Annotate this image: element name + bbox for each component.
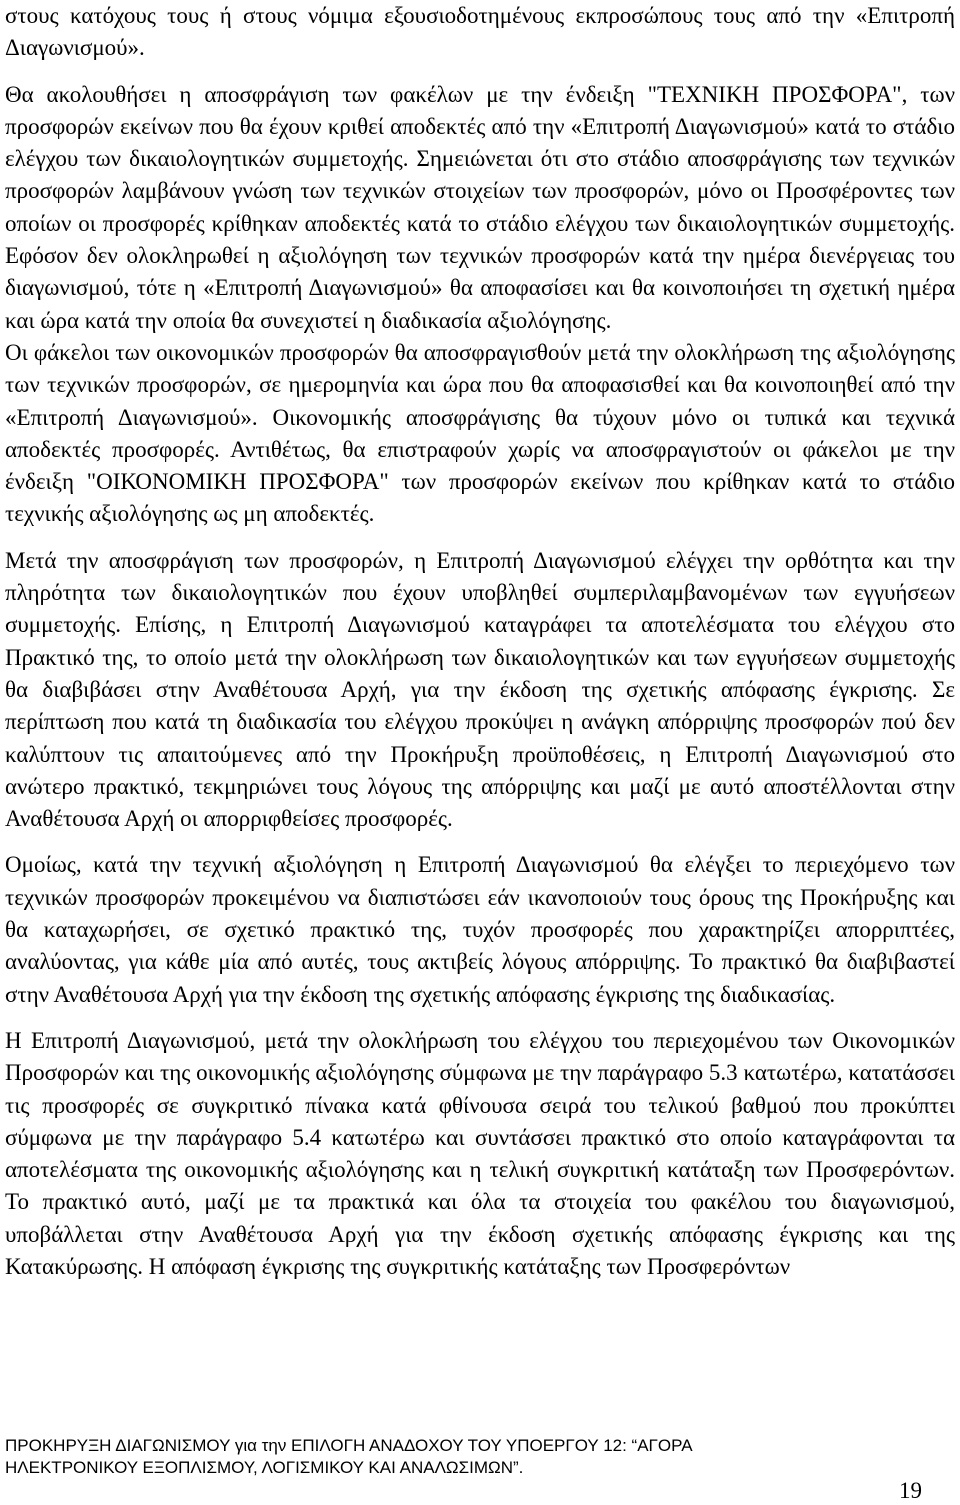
paragraph-2: Θα ακολουθήσει η αποσφράγιση των φακέλων με την ένδειξη "ΤΕΧΝΙΚΗ ΠΡΟΣΦΟΡΑ", των προσφορών εκείνων που θα έχουν κριθεί αποδεκτές από την «Επιτροπή Διαγωνισμού» κατά το στάδιο ελέγχου των δικαιολογητικών συμμετοχής. Σημειώνεται ότι στο στάδιο αποσφράγισης των τεχνικών προσφορών λαμβάνουν γνώση των τεχνικών στοιχείων των προσφορών, μόνο οι Προσφέροντες των οποίων οι προσφορές κρίθηκαν αποδεκτές κατά το στάδιο ελέγχου των δικαιολογητικών συμμετοχής. Εφόσον δεν ολοκληρωθεί η αξιολόγηση των τεχνικών προσφορών κατά την ημέρα διενέργειας του διαγωνισμού, τότε η «Επιτροπή Διαγωνισμού» θα αποφασίσει και θα κοινοποιήσει τη σχετική ημέρα και ώρα κατά την οποία θα συνεχιστεί η διαδικασία αξιολόγησης. [5,81,955,333]
paragraph-5: Ομοίως, κατά την τεχνική αξιολόγηση η Επιτροπή Διαγωνισμού θα ελέγξει το περιεχόμενο των τεχνικών προσφορών προκειμένου να διαπιστώσει εάν ικανοποιούν τους όρους της Προκήρυξης και θα καταχωρήσει, σε σχετικό πρακτικό της, τυχόν προσφορές που χαρακτηρίζει απορριπτέες, αναλύοντας, για κάθε μία από αυτές, τους ακτιβείς λόγους απόρριψης. Το πρακτικό θα διαβιβαστεί στην Αναθέτουσα Αρχή για την έκδοση της σχετικής απόφασης έγκρισης της διαδικασίας. [5,852,955,1007]
paragraph-3: Οι φάκελοι των οικονομικών προσφορών θα αποσφραγισθούν μετά την ολοκλήρωση της αξιολόγησης των τεχνικών προσφορών, σε ημερομηνία και ώρα που θα αποφασισθεί και θα κοινοποιηθεί από την «Επιτροπή Διαγωνισμού». Οικονομικής αποσφράγισης θα τύχουν μόνο οι τυπικά και τεχνικά αποδεκτές προσφορές. Αντιθέτως, θα επιστραφούν χωρίς να αποσφραγιστούν οι φάκελοι με την ένδειξη "ΟΙΚΟΝΟΜΙΚΗ ΠΡΟΣΦΟΡΑ" των προσφορών εκείνων που κρίθηκαν κατά το στάδιο τεχνικής αξιολόγησης ως μη αποδεκτές. [5,339,955,527]
page-number: 19 [899,1478,922,1503]
paragraph-6: Η Επιτροπή Διαγωνισμού, μετά την ολοκλήρωση του ελέγχου του περιεχομένου των Οικονομικών Προσφορών και της οικονομικής αξιολόγησης σύμφωνα με την παράγραφο 5.3 κατωτέρω, κατατάσσει τις προσφορές σε συγκριτικό πίνακα κατά φθίνουσα σειρά του τελικού βαθμού που προκύπτει σύμφωνα με την παράγραφο 5.4 κατωτέρω και συντάσσει πρακτικό στο οποίο καταγράφονται τα αποτελέσματα της οικονομικής αξιολόγησης και η τελική συγκριτική κατάταξη των Προσφερόντων. Το πρακτικό αυτό, μαζί με τα πρακτικά και όλα τα στοιχεία του φακέλου του διαγωνισμού, υποβάλλεται στην Αναθέτουσα Αρχή για την έκδοση σχετικής απόφασης έγκρισης και της Κατακύρωσης. Η απόφαση έγκρισης της συγκριτικής κατάταξης των Προσφερόντων [5,1027,955,1279]
footer-line-2: ΗΛΕΚΤΡΟΝΙΚΟΥ ΕΞΟΠΛΙΣΜΟΥ, ΛΟΓΙΣΜΙΚΟΥ ΚΑΙ ΑΝΑΛΩΣΙΜΩΝ”. [5,1458,524,1477]
page-footer [5,1435,905,1479]
paragraph-1: στους κατόχους τους ή στους νόμιμα εξουσιοδοτημένους εκπροσώπους τους από την «Επιτροπή Διαγωνισμού». [5,3,955,61]
paragraph-4: Μετά την αποσφράγιση των προσφορών, η Επιτροπή Διαγωνισμού ελέγχει την ορθότητα και την πληρότητα των δικαιολογητικών που έχουν υποβληθεί συμπεριλαμβανομένων των εγγυήσεων συμμετοχής. Επίσης, η Επιτροπή Διαγωνισμού καταγράφει τα αποτελέσματα του ελέγχου στο Πρακτικό της, το οποίο μετά την ολοκλήρωση των δικαιολογητικών και των εγγυήσεων συμμετοχής θα διαβιβάσει στην Αναθέτουσα Αρχή, για την έκδοση της σχετικής απόφασης έγκρισης. Σε περίπτωση που κατά τη διαδικασία του ελέγχου προκύψει η ανάγκη απόρριψης προσφορών πού δεν καλύπτουν τις απαιτούμενες από την Προκήρυξη προϋποθέσεις, η Επιτροπή Διαγωνισμού στο ανώτερο πρακτικό, τεκμηριώνει τους λόγους της απόρριψης και μαζί με αυτό αποστέλλονται στην Αναθέτουσα Αρχή οι απορριφθείσες προσφορές. [5,547,955,832]
document-page [5,0,955,1283]
footer-line-1: ΠΡΟΚΗΡΥΞΗ ΔΙΑΓΩΝΙΣΜΟΥ για την ΕΠΙΛΟΓΗ ΑΝΑΔΟΧΟΥ ΤΟΥ ΥΠΟΕΡΓΟΥ 12: “ΑΓΟΡΑ [5,1436,693,1455]
